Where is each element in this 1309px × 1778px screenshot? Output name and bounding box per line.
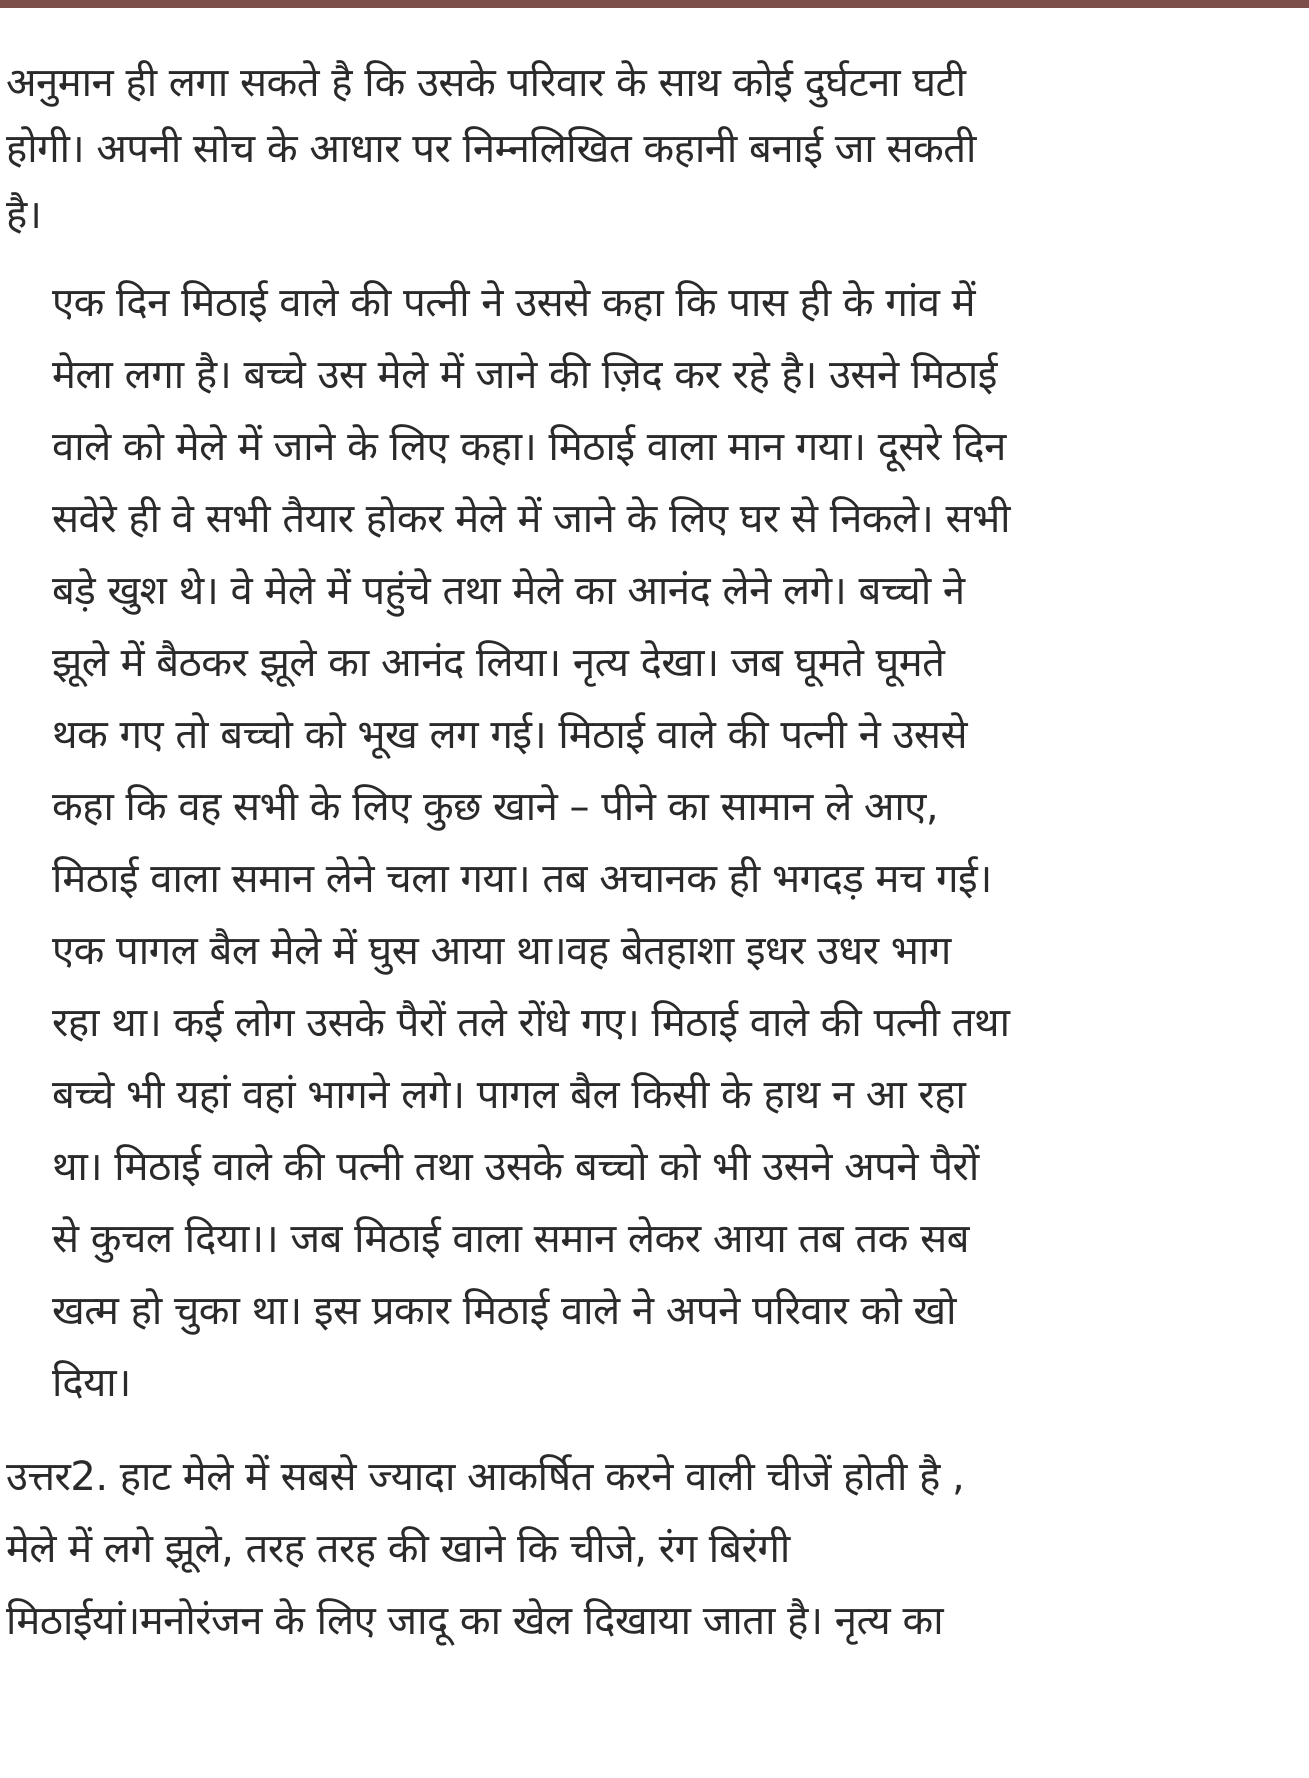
text-line: अनुमान ही लगा सकते है कि उसके परिवार के साथ कोई दुर्घटना घटी — [6, 60, 966, 106]
text-line: एक पागल बैल मेले में घुस आया था।वह बेतहाशा इधर उधर भाग — [52, 928, 951, 974]
text-line: बच्चे भी यहां वहां भागने लगे। पागल बैल किसी के हाथ न आ रहा — [52, 1072, 966, 1118]
text-line: है। — [6, 192, 42, 238]
text-line: था। मिठाई वाले की पत्नी तथा उसके बच्चो को भी उसने अपने पैरों — [52, 1144, 979, 1190]
text-line: झूले में बैठकर झूले का आनंद लिया। नृत्य देखा। जब घूमते घूमते — [52, 640, 945, 686]
text-line: से कुचल दिया।। जब मिठाई वाला समान लेकर आया तब तक सब — [52, 1216, 969, 1262]
text-line: दिया। — [52, 1360, 131, 1406]
text-line: मेला लगा है। बच्चे उस मेले में जाने की ज़िद कर रहे है। उसने मिठाई — [52, 352, 997, 398]
text-line: खत्म हो चुका था। इस प्रकार मिठाई वाले ने अपने परिवार को खो — [52, 1288, 956, 1334]
text-line: मिठाईयां।मनोरंजन के लिए जादू का खेल दिखाया जाता है। नृत्य का — [6, 1598, 944, 1644]
text-line: वाले को मेले में जाने के लिए कहा। मिठाई वाला मान गया। दूसरे दिन — [52, 424, 1006, 470]
text-line: कहा कि वह सभी के लिए कुछ खाने – पीने का सामान ले आए, — [52, 784, 939, 830]
text-line: मेले में लगे झूले, तरह तरह की खाने कि चीजे, रंग बिरंगी — [6, 1526, 790, 1572]
text-line: एक दिन मिठाई वाले की पत्नी ने उससे कहा कि पास ही के गांव में — [52, 280, 976, 326]
text-line: मिठाई वाला समान लेने चला गया। तब अचानक ही भगदड़ मच गई। — [52, 856, 992, 902]
text-line: बड़े खुश थे। वे मेले में पहुंचे तथा मेले का आनंद लेने लगे। बच्चो ने — [52, 568, 965, 614]
text-line: होगी। अपनी सोच के आधार पर निम्नलिखित कहानी बनाई जा सकती — [6, 126, 976, 172]
text-line: थक गए तो बच्चो को भूख लग गई। मिठाई वाले की पत्नी ने उससे — [52, 712, 968, 758]
text-line: सवेरे ही वे सभी तैयार होकर मेले में जाने के लिए घर से निकले। सभी — [52, 496, 1011, 542]
text-line: रहा था। कई लोग उसके पैरों तले रोंधे गए। मिठाई वाले की पत्नी तथा — [52, 1000, 1010, 1046]
top-color-bar — [0, 0, 1309, 8]
text-line: उत्तर2. हाट मेले में सबसे ज्यादा आकर्षित करने वाली चीजें होती है , — [6, 1454, 965, 1500]
